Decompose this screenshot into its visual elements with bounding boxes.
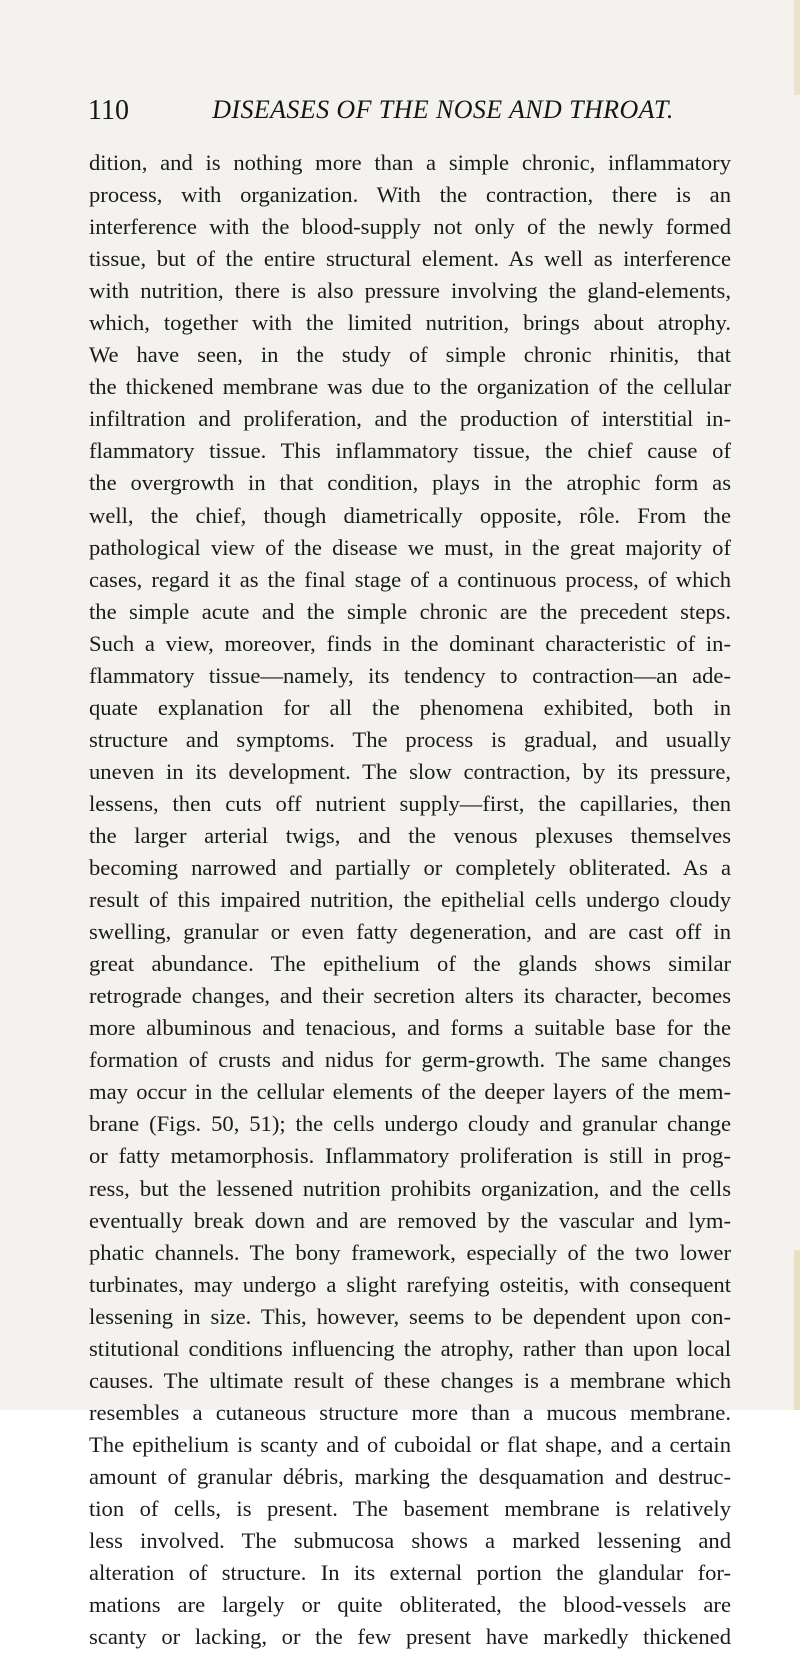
text-line: result of this impaired nutrition, the epithelial cells undergo cloudy — [89, 887, 731, 913]
text-line: becoming narrowed and partially or completely obliterated. As a — [89, 855, 731, 881]
text-line: process, with organization. With the contraction, there is an — [89, 182, 731, 208]
text-line: dition, and is nothing more than a simple chronic, inflammatory — [89, 150, 731, 175]
text-line: uneven in its development. The slow contraction, by its pressure, — [89, 758, 731, 784]
text-line: which, together with the limited nutrition, brings about atrophy. — [89, 310, 731, 336]
text-line: the larger arterial twigs, and the venous plexuses themselves — [89, 822, 731, 848]
text-line: structure and symptoms. The process is gradual, and usually — [89, 726, 731, 752]
running-head: DISEASES OF THE NOSE AND THROAT. — [212, 95, 674, 124]
text-line: retrograde changes, and their secretion alters its character, becomes — [89, 983, 731, 1009]
text-line: swelling, granular or even fatty degeneration, and are cast off in — [89, 919, 731, 945]
text-line: amount of granular débris, marking the desquamation and destruc- — [89, 1463, 731, 1489]
text-line: lessens, then cuts off nutrient supply—first, the capillaries, then — [89, 790, 731, 816]
text-line: the simple acute and the simple chronic are the precedent steps. — [89, 598, 731, 624]
text-line: Such a view, moreover, finds in the dominant characteristic of in- — [89, 630, 731, 656]
text-line: turbinates, may undergo a slight rarefying osteitis, with consequent — [89, 1271, 731, 1297]
text-line: cases, regard it as the final stage of a continuous process, of which — [89, 566, 731, 592]
text-line: more albuminous and tenacious, and forms a suitable base for the — [89, 1015, 731, 1041]
text-line: We have seen, in the study of simple chronic rhinitis, that — [89, 342, 731, 368]
text-line: flammatory tissue—namely, its tendency to contraction—an ade- — [89, 662, 731, 688]
text-line: with nutrition, there is also pressure involving the gland-elements, — [89, 278, 731, 304]
text-line: phatic channels. The bony framework, especially of the two lower — [89, 1239, 731, 1265]
page-header — [88, 95, 728, 131]
text-line: pathological view of the disease we must, in the great majority of — [89, 534, 731, 560]
text-line: flammatory tissue. This inflammatory tissue, the chief cause of — [89, 438, 731, 464]
text-line: interference with the blood-supply not only of the newly formed — [89, 214, 731, 240]
text-line: well, the chief, though diametrically opposite, rôle. From the — [89, 502, 731, 528]
text-line: the thickened membrane was due to the organization of the cellular — [89, 374, 731, 400]
body-text — [89, 147, 731, 1653]
text-line: alteration of structure. In its external portion the glandular for- — [89, 1560, 731, 1586]
text-line: great abundance. The epithelium of the glands shows similar — [89, 951, 731, 977]
text-line: ress, but the lessened nutrition prohibits organization, and the cells — [89, 1175, 731, 1201]
text-line: less involved. The submucosa shows a marked lessening and — [89, 1528, 731, 1554]
text-line: may occur in the cellular elements of the deeper layers of the mem- — [89, 1079, 731, 1105]
text-line: quate explanation for all the phenomena exhibited, both in — [89, 694, 731, 720]
text-line: brane (Figs. 50, 51); the cells undergo cloudy and granular change — [89, 1111, 731, 1137]
text-line: lessening in size. This, however, seems to be dependent upon con- — [89, 1303, 731, 1329]
text-line: mations are largely or quite obliterated, the blood-vessels are — [89, 1592, 731, 1618]
page-edge-mark — [794, 0, 800, 95]
page-edge-mark — [794, 1250, 800, 1410]
text-line: resembles a cutaneous structure more than a mucous membrane. — [89, 1399, 731, 1425]
text-line: stitutional conditions influencing the atrophy, rather than upon local — [89, 1335, 731, 1361]
text-line: the overgrowth in that condition, plays in the atrophic form as — [89, 470, 731, 496]
text-line: The epithelium is scanty and of cuboidal or flat shape, and a certain — [89, 1431, 731, 1457]
text-line: tion of cells, is present. The basement membrane is relatively — [89, 1495, 731, 1521]
text-line: causes. The ultimate result of these changes is a membrane which — [89, 1367, 731, 1393]
text-line: scanty or lacking, or the few present have markedly thickened — [89, 1624, 731, 1650]
text-line: eventually break down and are removed by the vascular and lym- — [89, 1207, 731, 1233]
text-line: infiltration and proliferation, and the production of interstitial in- — [89, 406, 731, 432]
text-line: formation of crusts and nidus for germ-growth. The same changes — [89, 1047, 731, 1073]
text-line: tissue, but of the entire structural element. As well as interference — [89, 246, 731, 272]
text-line: or fatty metamorphosis. Inflammatory proliferation is still in prog- — [89, 1143, 731, 1169]
page-number: 110 — [88, 95, 129, 126]
